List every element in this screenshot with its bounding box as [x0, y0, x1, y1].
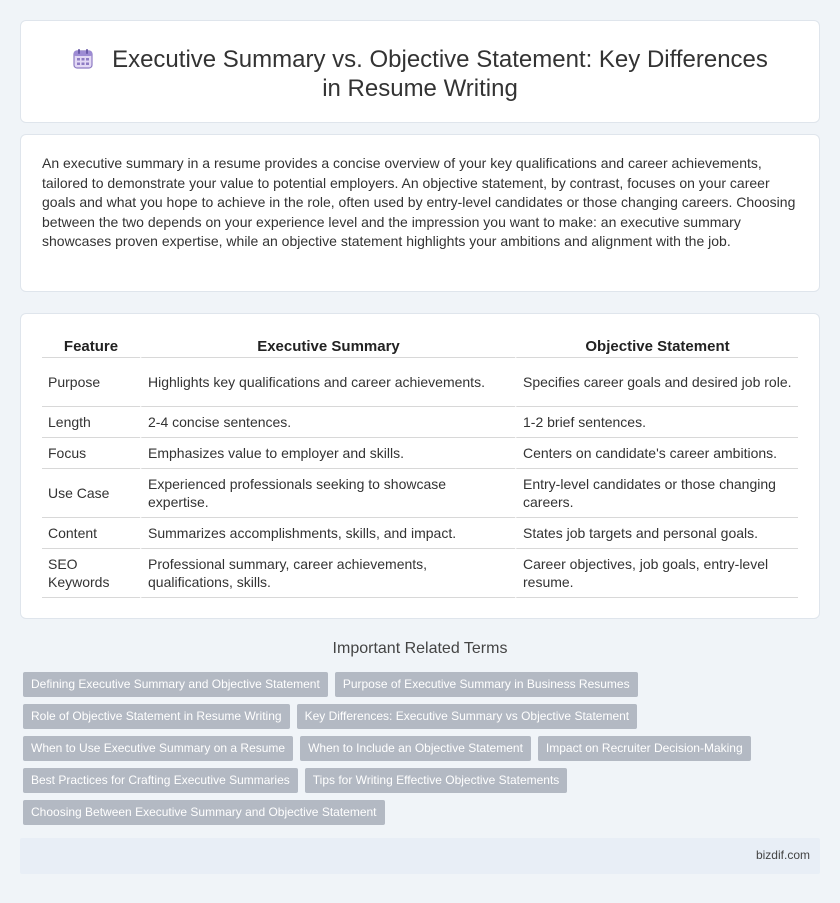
related-terms-heading: Important Related Terms: [332, 640, 508, 657]
related-term-tag[interactable]: Key Differences: Executive Summary vs Objective Statement: [297, 704, 638, 729]
table-row: [42, 549, 798, 598]
table-cell-objective-statement: Career objectives, job goals, entry-level resume.: [515, 549, 798, 598]
table-row: [42, 438, 798, 469]
table-cell-feature: Focus: [42, 438, 140, 469]
header-card: [20, 20, 820, 123]
related-term-tag[interactable]: Best Practices for Crafting Executive Summaries: [23, 768, 298, 793]
footer-site-link[interactable]: bizdif.com: [755, 848, 810, 862]
related-terms-list: [23, 672, 803, 832]
column-header-objective-statement: Objective Statement: [515, 334, 798, 358]
page-title: Executive Summary vs. Objective Statement: Key Differences in Resume Writing: [112, 46, 768, 102]
related-term-tag[interactable]: Role of Objective Statement in Resume Writing: [23, 704, 290, 729]
table-row: [42, 407, 798, 438]
title-wrap: [61, 45, 779, 103]
table-cell-executive-summary: Professional summary, career achievements, qualifications, skills.: [140, 549, 515, 598]
column-header-feature: Feature: [42, 334, 140, 358]
column-header-executive-summary: Executive Summary: [140, 334, 515, 358]
comparison-table: [42, 334, 798, 598]
table-cell-executive-summary: Experienced professionals seeking to showcase expertise.: [140, 469, 515, 518]
table-cell-objective-statement: 1-2 brief sentences.: [515, 407, 798, 438]
table-header-row: [42, 334, 798, 358]
calendar-icon: [72, 48, 94, 70]
related-term-tag[interactable]: When to Use Executive Summary on a Resume: [23, 736, 293, 761]
table-cell-objective-statement: Entry-level candidates or those changing careers.: [515, 469, 798, 518]
table-cell-feature: Use Case: [42, 469, 140, 518]
related-term-tag[interactable]: Defining Executive Summary and Objective Statement: [23, 672, 328, 697]
table-cell-feature: Purpose: [42, 358, 140, 407]
related-term-tag[interactable]: Purpose of Executive Summary in Business Resumes: [335, 672, 638, 697]
table-cell-feature: SEO Keywords: [42, 549, 140, 598]
table-row: [42, 518, 798, 549]
table-cell-objective-statement: Specifies career goals and desired job role.: [515, 358, 798, 407]
table-cell-feature: Content: [42, 518, 140, 549]
table-cell-objective-statement: States job targets and personal goals.: [515, 518, 798, 549]
related-term-tag[interactable]: Choosing Between Executive Summary and Objective Statement: [23, 800, 385, 825]
table-cell-objective-statement: Centers on candidate's career ambitions.: [515, 438, 798, 469]
table-cell-feature: Length: [42, 407, 140, 438]
comparison-table-card: [20, 313, 820, 619]
intro-card: [20, 134, 820, 292]
table-cell-executive-summary: 2-4 concise sentences.: [140, 407, 515, 438]
table-cell-executive-summary: Emphasizes value to employer and skills.: [140, 438, 515, 469]
related-term-tag[interactable]: Tips for Writing Effective Objective Statements: [305, 768, 568, 793]
related-term-tag[interactable]: When to Include an Objective Statement: [300, 736, 531, 761]
table-row: [42, 469, 798, 518]
related-term-tag[interactable]: Impact on Recruiter Decision-Making: [538, 736, 751, 761]
table-row: [42, 358, 798, 407]
intro-paragraph: An executive summary in a resume provides a concise overview of your key qualifications and career achievements, tailored to demonstrate your value to potential employers. An objective statement, by contrast, focuses on your career goals and what you hope to achieve in the role, often used by entry-level candidates or those changing careers. Choosing between the two depends on your experience level and the impression you want to make: an executive summary showcases proven expertise, while an objective statement highlights your ambitions and alignment with the job.: [42, 155, 796, 249]
table-cell-executive-summary: Highlights key qualifications and career achievements.: [140, 358, 515, 407]
table-cell-executive-summary: Summarizes accomplishments, skills, and impact.: [140, 518, 515, 549]
footer: [20, 838, 820, 874]
